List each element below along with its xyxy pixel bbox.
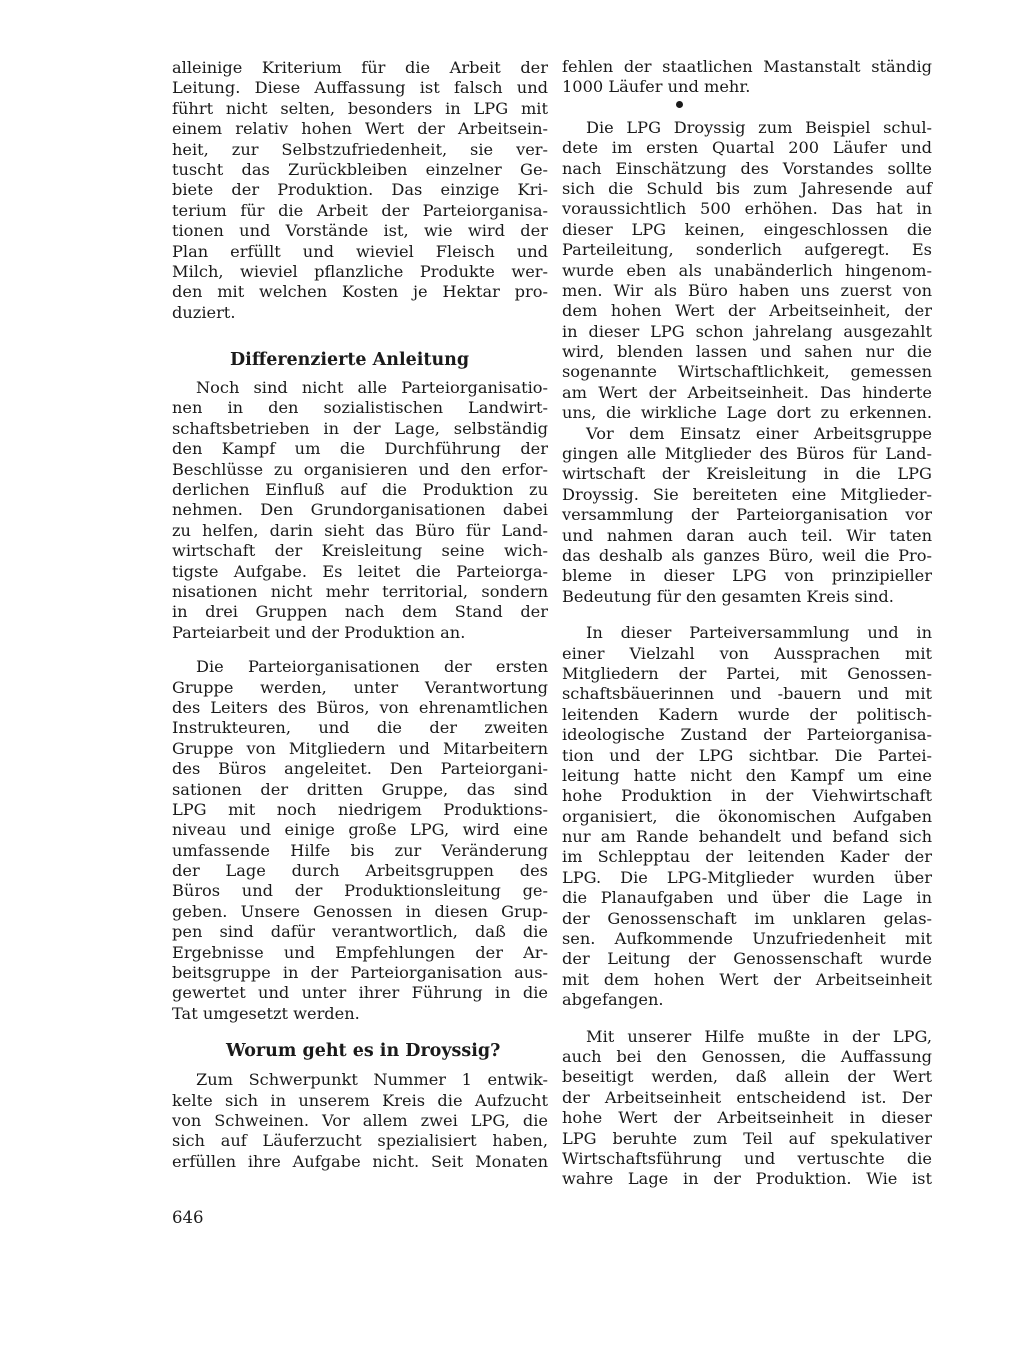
text-line: Ergebnisse und Empfehlungen der Ar- <box>172 942 548 962</box>
text-line: In dieser Parteiversammlung und in <box>586 623 932 643</box>
text-line: 1000 Läufer und mehr. <box>562 77 751 97</box>
text-line: leitenden Kadern wurde der politisch- <box>562 704 932 724</box>
text-line: Wirtschaftsführung und vertuschte die <box>562 1148 932 1168</box>
text-line: sich auf Läuferzucht spezialisiert haben, <box>172 1131 548 1151</box>
text-line: LPG. Die LPG-Mitglieder wurden über <box>562 867 932 887</box>
text-line: Bedeutung für den gesamten Kreis sind. <box>562 586 894 606</box>
text-line: wirtschaft der Kreisleitung in die LPG <box>562 464 932 484</box>
text-line: Vor dem Einsatz einer Arbeitsgruppe <box>586 423 932 443</box>
paragraph-continuation <box>172 58 548 323</box>
text-line: beitsgruppe in der Parteiorganisation aus- <box>172 963 548 983</box>
text-line: des Büros angeleitet. Den Parteiorgani- <box>172 759 548 779</box>
text-line: am Wert der Arbeitseinheit. Das hinderte <box>562 382 932 402</box>
text-line: gewertet und unter ihrer Führung in die <box>172 983 548 1003</box>
paragraph-schwerpunkt <box>172 1070 548 1172</box>
text-line: LPG mit noch niedrigem Produktions- <box>172 799 548 819</box>
text-line: nen in den sozialistischen Landwirt- <box>172 398 548 418</box>
text-line: sen. Aufkommende Unzufriedenheit mit <box>562 929 932 949</box>
text-line: den Kampf um die Durchführung der <box>172 439 548 459</box>
text-line: terium für die Arbeit der Parteiorganisa- <box>172 200 548 220</box>
text-line: Milch, wieviel pflanzliche Produkte wer- <box>172 261 548 281</box>
text-line: dete im ersten Quartal 200 Läufer und <box>562 138 932 158</box>
text-line: LPG beruhte zum Teil auf spekulativer <box>562 1128 932 1148</box>
text-line: schaftsbetrieben in der Lage, selbständig <box>172 418 548 438</box>
text-line: Zum Schwerpunkt Nummer 1 entwik- <box>196 1070 548 1090</box>
text-line: niveau und einige große LPG, wird eine <box>172 820 548 840</box>
text-line: in drei Gruppen nach dem Stand der <box>172 602 548 622</box>
text-line: Parteiarbeit und der Produktion an. <box>172 622 466 642</box>
right-column <box>562 57 932 1190</box>
text-line: Gruppe von Mitgliedern und Mitarbeitern <box>172 738 548 758</box>
text-line: hohe Wert der Arbeitseinheit in dieser <box>562 1108 932 1128</box>
text-line: die Planaufgaben und über die Lage in <box>562 888 932 908</box>
text-line: voraussichtlich 500 erhöhen. Das hat in <box>562 199 932 219</box>
text-line: tionen und Vorstände ist, wie wird der <box>172 221 548 241</box>
text-line: Die Parteiorganisationen der ersten <box>196 657 548 677</box>
text-line: sich die Schuld bis zum Jahresende auf <box>562 178 932 198</box>
text-line: einer Vielzahl von Aussprachen mit <box>562 643 932 663</box>
text-line: wurde eben als unabänderlich hingenom- <box>562 260 932 280</box>
text-line: pen sind dafür verantwortlich, daß die <box>172 922 548 942</box>
text-line: Noch sind nicht alle Parteiorganisatio- <box>196 378 548 398</box>
section-heading-differenzierte-anleitung: Differenzierte Anleitung <box>230 350 470 371</box>
text-line: in dieser LPG schon jahrelang ausgezahlt <box>562 321 932 341</box>
text-line: schaftsbäuerinnen und -bauern und mit <box>562 684 932 704</box>
text-line: umfassende Hilfe bis zur Veränderung <box>172 840 548 860</box>
text-line: der Arbeitseinheit entscheidend ist. Der <box>562 1087 932 1107</box>
text-line: den mit welchen Kosten je Hektar pro- <box>172 282 548 302</box>
text-line: abgefangen. <box>562 990 664 1010</box>
text-line: alleinige Kriterium für die Arbeit der <box>172 58 548 77</box>
text-line: hohe Produktion in der Viehwirtschaft <box>562 786 932 806</box>
text-line: der Leitung der Genossenschaft wurde <box>562 949 932 969</box>
text-line: nehmen. Den Grundorganisationen dabei <box>172 500 548 520</box>
text-line: Die LPG Droyssig zum Beispiel schul- <box>586 117 932 137</box>
paragraph-parteiversammlung <box>562 623 932 1010</box>
text-line: nach Einschätzung des Vorstandes sollte <box>562 158 932 178</box>
paragraph-mastanstalt <box>562 57 932 98</box>
text-line: versammlung der Parteiorganisation vor <box>562 505 932 525</box>
text-line: ideologische Zustand der Parteiorganisa- <box>562 725 932 745</box>
text-line: erfüllen ihre Aufgabe nicht. Seit Monaten <box>172 1151 548 1171</box>
text-line: Büros und der Produktionsleitung ge- <box>172 881 548 901</box>
text-line: Parteileitung, sonderlich aufgeregt. Es <box>562 240 932 260</box>
text-line: tuscht das Zurückbleiben einzelner Ge- <box>172 159 548 179</box>
text-line: Leitung. Diese Auffassung ist falsch und <box>172 78 548 98</box>
paragraph-anleitung <box>172 378 548 643</box>
text-line: uns, die wirkliche Lage dort zu erkennen. <box>562 403 932 423</box>
paragraph-arbeitsgruppe <box>562 424 932 608</box>
text-line: Tat umgesetzt werden. <box>172 1003 360 1023</box>
text-line: beseitigt werden, daß allein der Wert <box>562 1067 932 1087</box>
text-line: gingen alle Mitglieder des Büros für Land- <box>562 444 932 464</box>
text-line: führt nicht selten, besonders in LPG mit <box>172 98 548 118</box>
text-line: Gruppe werden, unter Verantwortung <box>172 677 548 697</box>
text-line: der Lage durch Arbeitsgruppen des <box>172 861 548 881</box>
text-line: wird, blenden lassen und sahen nur die <box>562 342 932 362</box>
text-line: dem hohen Wert der Arbeitseinheit, der <box>562 301 932 321</box>
text-line: Beschlüsse zu organisieren und den erfor- <box>172 459 548 479</box>
text-line: kelte sich in unserem Kreis die Aufzucht <box>172 1090 548 1110</box>
text-line: Instrukteuren, und die der zweiten <box>172 718 548 738</box>
text-line: sationen der dritten Gruppe, das sind <box>172 779 548 799</box>
text-line: tion und der LPG sichtbar. Die Partei- <box>562 745 932 765</box>
text-line: Mitgliedern der Partei, mit Genossen- <box>562 663 932 683</box>
text-line: wirtschaft der Kreisleitung seine wich- <box>172 541 548 561</box>
text-line: des Leiters des Büros, von ehrenamtlichen <box>172 697 548 717</box>
text-line: Droyssig. Sie bereiteten eine Mitglieder- <box>562 484 932 504</box>
paragraph-hilfe <box>562 1027 932 1190</box>
text-line: fehlen der staatlichen Mastanstalt ständig <box>562 57 932 76</box>
text-line: dieser LPG keinen, eingeschlossen die <box>562 219 932 239</box>
text-line: sogenannte Wirtschaftlichkeit, gemessen <box>562 362 932 382</box>
text-line: das deshalb als ganzes Büro, weil die Pro- <box>562 545 932 565</box>
text-line: auch bei den Genossen, die Auffassung <box>562 1046 932 1066</box>
page-number: 646 <box>172 1208 204 1227</box>
text-line: biete der Produktion. Das einzige Kri- <box>172 180 548 200</box>
text-line: im Schlepptau der leitenden Kader der <box>562 847 932 867</box>
text-line: heit, zur Selbstzufriedenheit, sie ver- <box>172 139 548 159</box>
text-line: Mit unserer Hilfe mußte in der LPG, <box>586 1026 932 1046</box>
text-line: organisiert, die ökonomischen Aufgaben <box>562 806 932 826</box>
text-line: bleme in dieser LPG von prinzipieller <box>562 566 932 586</box>
text-line: nisationen nicht mehr territorial, sondern <box>172 581 548 601</box>
text-line: tigste Aufgabe. Es leitet die Parteiorga- <box>172 561 548 581</box>
section-heading-droyssig: Worum geht es in Droyssig? <box>226 1041 501 1062</box>
text-line: nur am Rande behandelt und befand sich <box>562 827 932 847</box>
text-line: derlichen Einfluß auf die Produktion zu <box>172 480 548 500</box>
text-line: der Genossenschaft im unklaren gelas- <box>562 908 932 928</box>
text-line: wahre Lage in der Produktion. Wie ist <box>562 1169 932 1189</box>
text-line: Plan erfüllt und wieviel Fleisch und <box>172 241 548 261</box>
text-line: geben. Unsere Genossen in diesen Grup- <box>172 901 548 921</box>
text-line: einem relativ hohen Wert der Arbeitsein- <box>172 119 548 139</box>
paragraph-droyssig-schuld <box>562 118 932 424</box>
text-line: zu helfen, darin sieht das Büro für Land- <box>172 520 548 540</box>
left-column <box>172 58 548 1172</box>
text-line: von Schweinen. Vor allem zwei LPG, die <box>172 1110 548 1130</box>
text-line: mit dem hohen Wert der Arbeitseinheit <box>562 969 932 989</box>
text-line: und nahmen daran auch teil. Wir taten <box>562 525 932 545</box>
text-line: leitung hatte nicht den Kampf um eine <box>562 765 932 785</box>
text-line: men. Wir als Büro haben uns zuerst von <box>562 280 932 300</box>
paragraph-gruppen <box>172 657 548 1024</box>
ink-dot-mark <box>676 101 683 108</box>
text-line: duziert. <box>172 302 236 322</box>
